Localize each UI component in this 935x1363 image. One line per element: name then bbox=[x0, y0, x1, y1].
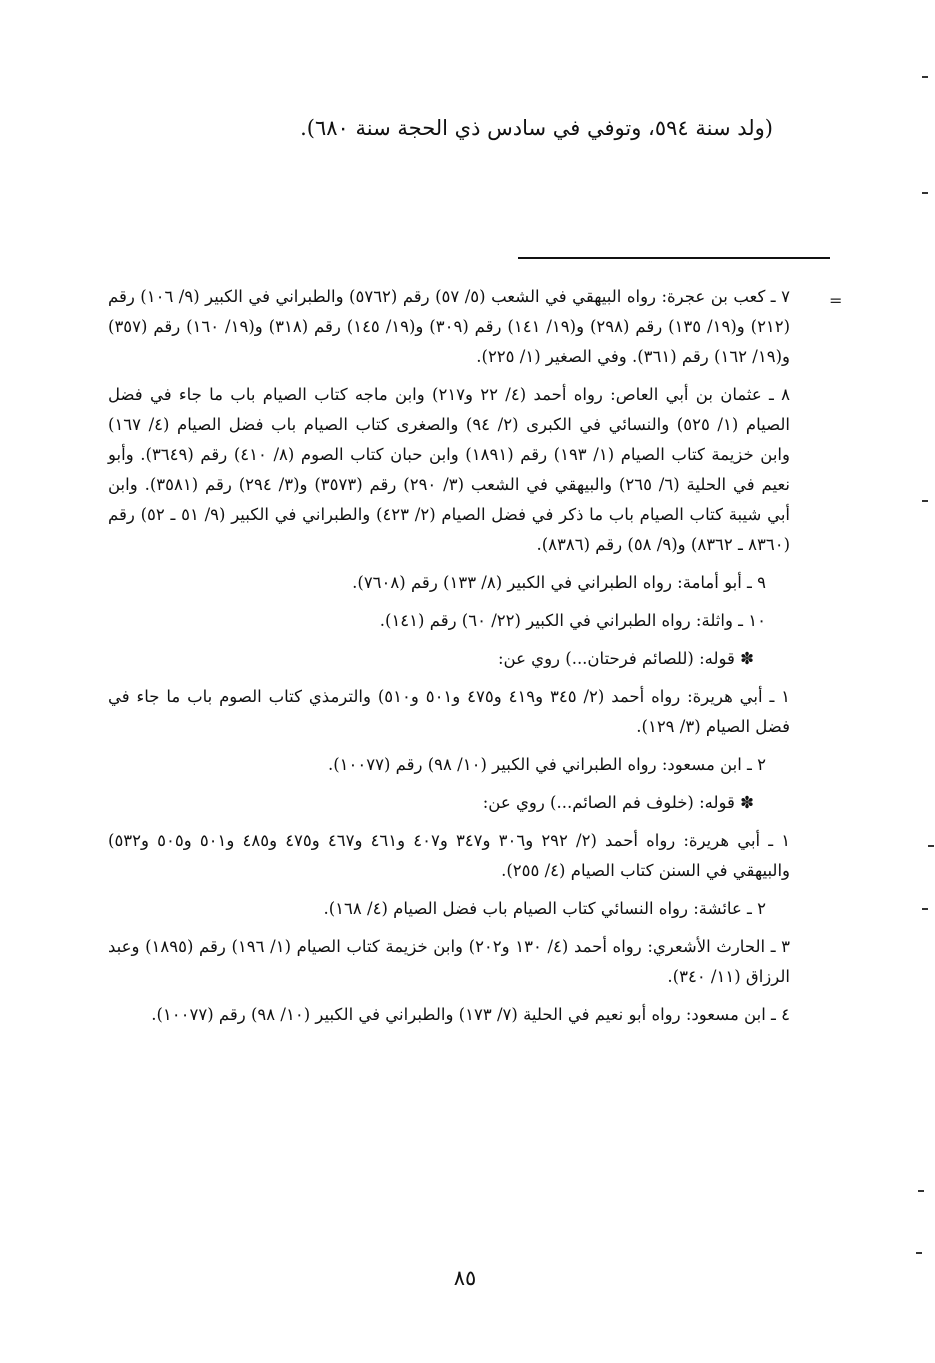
footnote-7: ٧ ـ كعب بن عجرة: رواه البيهقي في الشعب (٥/ ٥٧) رقم (٥٧٦٢) والطبراني في الكبير (٩/ ١٠٦) رقم (٢١٢) و(١٩/ ١٣٥) رقم (٢٩٨) و(١٩/ ١٤١) رقم (٣٠٩) و(١٩/ ١٤٥) رقم (٣١٨) و(١٩/ ١٦٠) رقم (٣٥٧) و(١٩/ ١٦٢) رقم (٣٦١). وفي الصغير (١/ ٢٢٥). bbox=[108, 287, 791, 366]
note-1-item-1: ١ ـ أبي هريرة: رواه أحمد (٢/ ٣٤٥ و٤١٩ و٤٧٥ و٥٠١ و٥١٠) والترمذي كتاب الصوم باب ما جاء في فضل الصيام (٣/ ١٢٩). bbox=[108, 687, 791, 736]
margin-dot bbox=[922, 908, 928, 910]
margin-dot bbox=[928, 845, 934, 847]
page-number: ٨٥ bbox=[453, 1266, 477, 1290]
note-heading-2: ✽ قوله: (خلوف فم الصائم...) روي عن: bbox=[482, 793, 754, 812]
footnote-10: ١٠ ـ واثلة: رواه الطبراني في الكبير (٢٢/ ٦٠) رقم (١٤١). bbox=[379, 611, 766, 630]
note-2-item-4: ٤ ـ ابن مسعود: رواه أبو نعيم في الحلية (٧/ ١٧٣) والطبراني في الكبير (١٠/ ٩٨) رقم (١٠٠٧٧). bbox=[151, 1005, 790, 1024]
margin-dot bbox=[922, 192, 928, 194]
note-1-item-2: ٢ ـ ابن مسعود: رواه الطبراني في الكبير (١٠/ ٩٨) رقم (١٠٠٧٧). bbox=[327, 755, 766, 774]
note-2-item-1: ١ ـ أبي هريرة: رواه أحمد (٢/ ٢٩٢ و٣٠٦ و٣٤٧ و٤٠٧ و٤٦١ و٤٦٧ و٤٧٥ و٤٨٥ و٥٠١ و٥٠٥ و٥٣٢) والبيهقي في السنن كتاب الصيام (٤/ ٢٥٥). bbox=[108, 831, 791, 880]
footnote-separator bbox=[518, 257, 830, 259]
note-heading-1: ✽ قوله: (للصائم فرحتان...) روي عن: bbox=[497, 649, 754, 668]
footnotes bbox=[108, 282, 790, 1038]
margin-dot bbox=[916, 1252, 922, 1254]
margin-dot bbox=[922, 76, 928, 78]
margin-dot bbox=[918, 1190, 924, 1192]
header-line: (ولد سنة ٥٩٤، وتوفي في سادس ذي الحجة سنة ٦٨٠). bbox=[300, 116, 773, 140]
note-2-item-3: ٣ ـ الحارث الأشعري: رواه أحمد (٤/ ١٣٠ و٢٠٢) وابن خزيمة كتاب الصيام (١/ ١٩٦) رقم (١٨٩٥) وعبد الرزاق (١١/ ٣٤٠). bbox=[108, 937, 791, 986]
margin-mark: = bbox=[829, 291, 843, 310]
margin-dot bbox=[922, 500, 928, 502]
footnote-8: ٨ ـ عثمان بن أبي العاص: رواه أحمد (٤/ ٢٢ و٢١٧) وابن ماجه كتاب الصيام باب ما جاء في فضل الصيام (١/ ٥٢٥) والنسائي في الكبرى (٢/ ٩٤) والصغرى كتاب الصيام باب فضل الصيام (٤/ ١٦٧) وابن خزيمة كتاب الصيام (١/ ١٩٣) رقم (١٨٩١) وابن حبان كتاب الصوم (٨/ ٤١٠) رقم (٣٦٤٩). وأبو نعيم في الحلية (٦/ ٢٦٥) والبيهقي في الشعب (٣/ ٢٩٠) رقم (٣٥٧٣) و(٣/ ٢٩٤) رقم (٣٥٨١). وابن أبي شيبة كتاب الصيام باب ما ذكر في فضل الصيام (٢/ ٤٢٣) والطبراني في الكبير (٩/ ٥١ ـ ٥٢) رقم (٨٣٦٠ ـ ٨٣٦٢) و(٩/ ٥٨) رقم (٨٣٨٦). bbox=[108, 385, 790, 554]
footnote-9: ٩ ـ أبو أمامة: رواه الطبراني في الكبير (٨/ ١٣٣) رقم (٧٦٠٨). bbox=[352, 573, 766, 592]
note-2-item-2: ٢ ـ عائشة: رواه النسائي كتاب الصيام باب فضل الصيام (٤/ ١٦٨). bbox=[323, 899, 766, 918]
